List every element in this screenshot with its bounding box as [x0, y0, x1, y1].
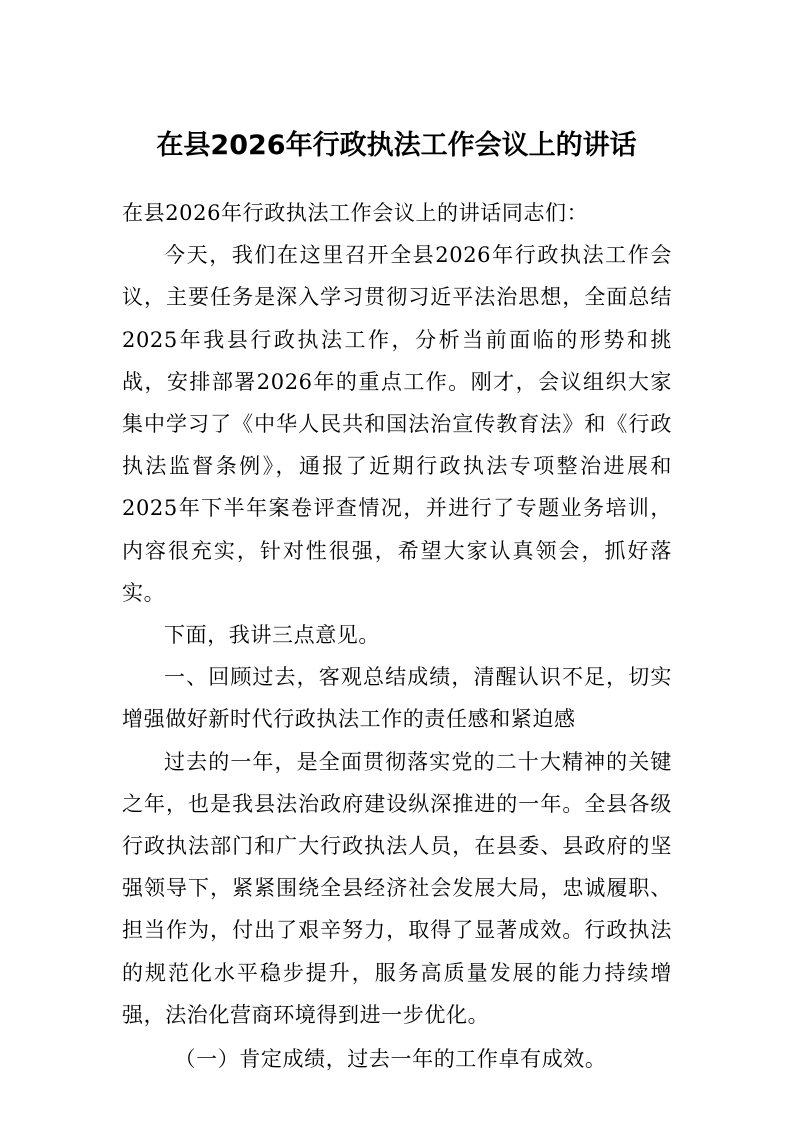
- salutation-paragraph: 在县2026年行政执法工作会议上的讲话同志们：: [122, 201, 589, 225]
- opening-paragraph: 今天，我们在这里召开全县2026年行政执法工作会议，主要任务是深入学习贯彻习近平法治思想，全面总结2025年我县行政执法工作，分析当前面临的形势和挑战，安排部署2026年的重点工作。刚才，会议组织大家集中学习了《中华人民共和国法治宣传教育法》和《行政执法监督条例》，通报了近期行政执法专项整治进展和2025年下半年案卷评查情况，并进行了专题业务培训，内容很充实，针对性很强，希望大家认真领会，抓好落实。: [122, 243, 672, 605]
- document-title: 在县2026年行政执法工作会议上的讲话: [156, 130, 637, 161]
- section-heading-1: 一、回顾过去，客观总结成绩，清醒认识不足，切实增强做好新时代行政执法工作的责任感和紧迫感: [122, 665, 672, 732]
- transition-paragraph: 下面，我讲三点意见。: [164, 623, 380, 648]
- subsection-heading-1: （一）肯定成绩，过去一年的工作卓有成效。: [174, 1047, 607, 1072]
- review-paragraph: 过去的一年，是全面贯彻落实党的二十大精神的关键之年，也是我县法治政府建设纵深推进的一年。全县各级行政执法部门和广大行政执法人员，在县委、县政府的坚强领导下，紧紧围绕全县经济社会发展大局，忠诚履职、担当作为，付出了艰辛努力，取得了显著成效。行政执法的规范化水平稳步提升，服务高质量发展的能力持续增强，法治化营商环境得到进一步优化。: [122, 749, 672, 1027]
- document-body: [122, 192, 672, 1080]
